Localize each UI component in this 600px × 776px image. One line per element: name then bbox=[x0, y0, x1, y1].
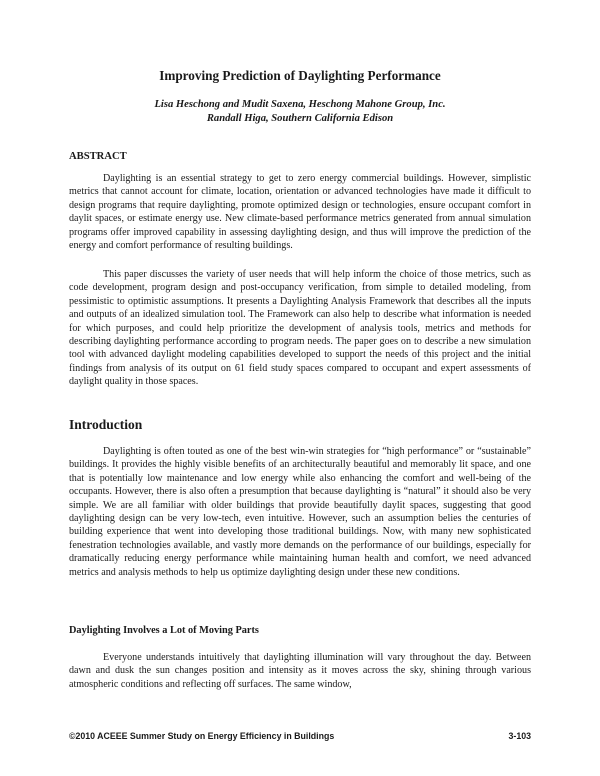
introduction-paragraph-1: Daylighting is often touted as one of the best win-win strategies for “high performance” or “sustainable” buildings. It provides the highly visible benefits of an architecturally beautiful and memorably lit space, and one that is potentially low maintenance and low energy while also enhancing the comfort and well-being of the occupants. However, there is also often a presumption that because daylighting is “natural” it should also be very simple. We are all familiar with older buildings that provide beautifully daylit spaces, suggesting that good daylighting design can be very low-tech, even intuitive. However, such an assumption belies the centuries of building experience that went into developing those traditional buildings. Now, with many new sophisticated fenestration technologies available, and vastly more demands on the performance of our buildings, especially for dramatically reducing energy performance while maintaining human health and comfort, we need advanced metrics and analysis methods to help us optimize daylighting design under these new conditions. bbox=[69, 446, 531, 578]
abstract-paragraph-1: Daylighting is an essential strategy to get to zero energy commercial buildings. However, simplistic metrics that cannot account for climate, location, orientation or advanced technologies have made it difficult to design programs that require daylighting, promote optimized design or technologies, ensure occupant comfort in daylit spaces, or estimate energy use. New climate-based performance metrics generated from annual simulation programs offer improved capability in assessing daylighting design, and thus will improve the prediction of the energy and comfort performance of resulting buildings. bbox=[69, 173, 531, 252]
author-line-2: Randall Higa, Southern California Edison bbox=[206, 113, 394, 124]
footer-citation: ©2010 ACEEE Summer Study on Energy Efficiency in Buildings bbox=[69, 731, 335, 741]
moving-parts-paragraph-1: Everyone understands intuitively that daylighting illumination will vary throughout the day. Between dawn and dusk the sun changes position and intensity as it moves across the sky, shining through various atmospheric conditions and reflecting off surfaces. The same window, bbox=[69, 652, 531, 690]
introduction-heading: Introduction bbox=[69, 417, 143, 432]
page-number: 3-103 bbox=[508, 731, 531, 741]
paper-title: Improving Prediction of Daylighting Performance bbox=[159, 68, 441, 83]
abstract-paragraph-2: This paper discusses the variety of user needs that will help inform the choice of those metrics, such as code development, program design and post-occupancy verification, from simple to detailed modeling, from pessimistic to optimistic assumptions. It presents a Daylighting Analysis Framework that describes all the inputs and outputs of an idealized simulation tool. The Framework can also help to describe what information is needed for which purposes, and could help prioritize the development of analysis tools, metrics and methods for describing daylighting performance according to program needs. The paper goes on to describe a new simulation tool with advanced daylight modeling capabilities developed to support the needs of this project and the initial findings from analysis of its output on 61 field study spaces compared to occupant and expert assessments of daylight quality in those spaces. bbox=[69, 269, 531, 388]
author-line-1: Lisa Heschong and Mudit Saxena, Heschong Mahone Group, Inc. bbox=[154, 99, 446, 110]
author-block bbox=[0, 98, 600, 126]
moving-parts-heading: Daylighting Involves a Lot of Moving Parts bbox=[69, 625, 259, 636]
abstract-heading: ABSTRACT bbox=[69, 151, 127, 162]
